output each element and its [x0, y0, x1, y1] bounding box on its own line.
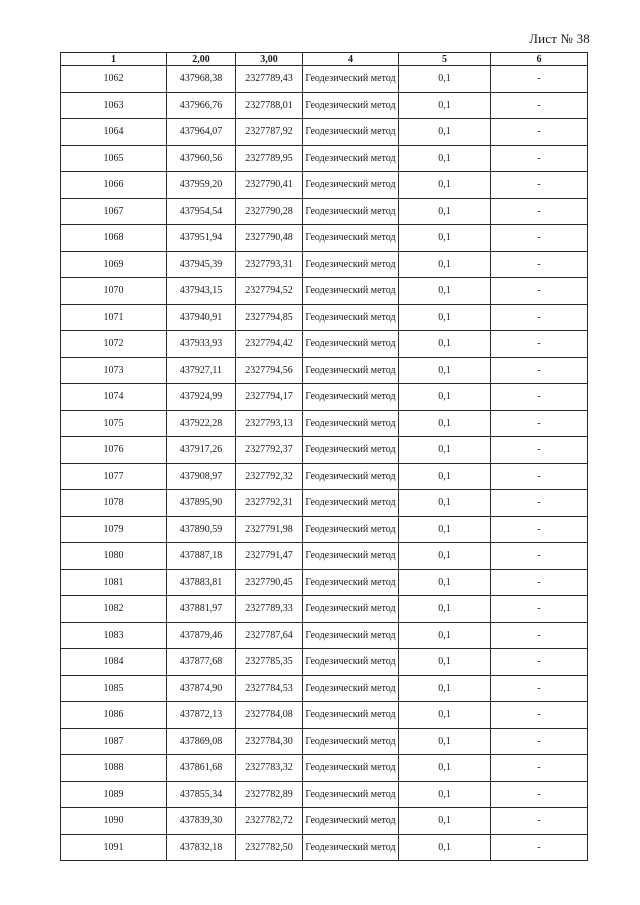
note-cell: -: [491, 437, 588, 464]
point-number-cell: 1069: [61, 251, 167, 278]
y-coordinate-cell: 2327787,92: [236, 119, 303, 146]
table-row: [61, 384, 588, 411]
note-cell: -: [491, 728, 588, 755]
y-coordinate-cell: 2327794,56: [236, 357, 303, 384]
note-cell: -: [491, 278, 588, 305]
accuracy-cell: 0,1: [399, 755, 491, 782]
method-cell: Геодезический метод: [303, 781, 399, 808]
accuracy-cell: 0,1: [399, 357, 491, 384]
x-coordinate-cell: 437959,20: [167, 172, 236, 199]
method-cell: Геодезический метод: [303, 172, 399, 199]
y-coordinate-cell: 2327782,89: [236, 781, 303, 808]
note-cell: -: [491, 569, 588, 596]
note-cell: -: [491, 357, 588, 384]
table-row: [61, 702, 588, 729]
y-coordinate-cell: 2327789,95: [236, 145, 303, 172]
accuracy-cell: 0,1: [399, 622, 491, 649]
method-cell: Геодезический метод: [303, 331, 399, 358]
accuracy-cell: 0,1: [399, 516, 491, 543]
point-number-cell: 1073: [61, 357, 167, 384]
point-number-cell: 1079: [61, 516, 167, 543]
accuracy-cell: 0,1: [399, 225, 491, 252]
method-cell: Геодезический метод: [303, 543, 399, 570]
note-cell: -: [491, 463, 588, 490]
table-row: [61, 198, 588, 225]
column-header: 2,00: [167, 53, 236, 66]
point-number-cell: 1068: [61, 225, 167, 252]
x-coordinate-cell: 437895,90: [167, 490, 236, 517]
coordinates-table: [60, 52, 588, 861]
note-cell: -: [491, 198, 588, 225]
accuracy-cell: 0,1: [399, 251, 491, 278]
x-coordinate-cell: 437908,97: [167, 463, 236, 490]
table-row: [61, 357, 588, 384]
y-coordinate-cell: 2327785,35: [236, 649, 303, 676]
table-row: [61, 463, 588, 490]
method-cell: Геодезический метод: [303, 755, 399, 782]
x-coordinate-cell: 437879,46: [167, 622, 236, 649]
method-cell: Геодезический метод: [303, 357, 399, 384]
accuracy-cell: 0,1: [399, 490, 491, 517]
accuracy-cell: 0,1: [399, 92, 491, 119]
y-coordinate-cell: 2327790,45: [236, 569, 303, 596]
method-cell: Геодезический метод: [303, 808, 399, 835]
table-row: [61, 490, 588, 517]
x-coordinate-cell: 437922,28: [167, 410, 236, 437]
method-cell: Геодезический метод: [303, 675, 399, 702]
accuracy-cell: 0,1: [399, 808, 491, 835]
x-coordinate-cell: 437861,68: [167, 755, 236, 782]
y-coordinate-cell: 2327790,48: [236, 225, 303, 252]
table-row: [61, 331, 588, 358]
method-cell: Геодезический метод: [303, 437, 399, 464]
method-cell: Геодезический метод: [303, 596, 399, 623]
accuracy-cell: 0,1: [399, 781, 491, 808]
table-row: [61, 119, 588, 146]
method-cell: Геодезический метод: [303, 119, 399, 146]
x-coordinate-cell: 437966,76: [167, 92, 236, 119]
point-number-cell: 1082: [61, 596, 167, 623]
accuracy-cell: 0,1: [399, 304, 491, 331]
x-coordinate-cell: 437945,39: [167, 251, 236, 278]
y-coordinate-cell: 2327792,32: [236, 463, 303, 490]
y-coordinate-cell: 2327784,30: [236, 728, 303, 755]
accuracy-cell: 0,1: [399, 702, 491, 729]
table-row: [61, 781, 588, 808]
y-coordinate-cell: 2327784,53: [236, 675, 303, 702]
x-coordinate-cell: 437927,11: [167, 357, 236, 384]
y-coordinate-cell: 2327791,98: [236, 516, 303, 543]
y-coordinate-cell: 2327788,01: [236, 92, 303, 119]
note-cell: -: [491, 808, 588, 835]
method-cell: Геодезический метод: [303, 225, 399, 252]
point-number-cell: 1088: [61, 755, 167, 782]
method-cell: Геодезический метод: [303, 569, 399, 596]
x-coordinate-cell: 437855,34: [167, 781, 236, 808]
x-coordinate-cell: 437960,56: [167, 145, 236, 172]
y-coordinate-cell: 2327790,41: [236, 172, 303, 199]
point-number-cell: 1085: [61, 675, 167, 702]
column-header: 4: [303, 53, 399, 66]
point-number-cell: 1076: [61, 437, 167, 464]
accuracy-cell: 0,1: [399, 66, 491, 93]
table-row: [61, 437, 588, 464]
note-cell: -: [491, 225, 588, 252]
accuracy-cell: 0,1: [399, 728, 491, 755]
note-cell: -: [491, 622, 588, 649]
note-cell: -: [491, 331, 588, 358]
y-coordinate-cell: 2327794,17: [236, 384, 303, 411]
y-coordinate-cell: 2327782,50: [236, 834, 303, 861]
method-cell: Геодезический метод: [303, 516, 399, 543]
accuracy-cell: 0,1: [399, 834, 491, 861]
x-coordinate-cell: 437917,26: [167, 437, 236, 464]
method-cell: Геодезический метод: [303, 490, 399, 517]
point-number-cell: 1066: [61, 172, 167, 199]
x-coordinate-cell: 437883,81: [167, 569, 236, 596]
table-row: [61, 516, 588, 543]
y-coordinate-cell: 2327789,43: [236, 66, 303, 93]
point-number-cell: 1067: [61, 198, 167, 225]
y-coordinate-cell: 2327787,64: [236, 622, 303, 649]
table-row: [61, 66, 588, 93]
y-coordinate-cell: 2327789,33: [236, 596, 303, 623]
point-number-cell: 1064: [61, 119, 167, 146]
method-cell: Геодезический метод: [303, 410, 399, 437]
x-coordinate-cell: 437943,15: [167, 278, 236, 305]
accuracy-cell: 0,1: [399, 569, 491, 596]
accuracy-cell: 0,1: [399, 649, 491, 676]
table-row: [61, 808, 588, 835]
y-coordinate-cell: 2327794,52: [236, 278, 303, 305]
note-cell: -: [491, 490, 588, 517]
table-row: [61, 145, 588, 172]
point-number-cell: 1081: [61, 569, 167, 596]
note-cell: -: [491, 755, 588, 782]
y-coordinate-cell: 2327790,28: [236, 198, 303, 225]
table-row: [61, 569, 588, 596]
table-header-row: [61, 53, 588, 66]
point-number-cell: 1075: [61, 410, 167, 437]
point-number-cell: 1087: [61, 728, 167, 755]
accuracy-cell: 0,1: [399, 119, 491, 146]
x-coordinate-cell: 437924,99: [167, 384, 236, 411]
method-cell: Геодезический метод: [303, 622, 399, 649]
point-number-cell: 1071: [61, 304, 167, 331]
note-cell: -: [491, 410, 588, 437]
x-coordinate-cell: 437933,93: [167, 331, 236, 358]
note-cell: -: [491, 516, 588, 543]
point-number-cell: 1078: [61, 490, 167, 517]
method-cell: Геодезический метод: [303, 198, 399, 225]
point-number-cell: 1084: [61, 649, 167, 676]
point-number-cell: 1065: [61, 145, 167, 172]
accuracy-cell: 0,1: [399, 410, 491, 437]
method-cell: Геодезический метод: [303, 145, 399, 172]
table-row: [61, 755, 588, 782]
x-coordinate-cell: 437839,30: [167, 808, 236, 835]
table-row: [61, 304, 588, 331]
accuracy-cell: 0,1: [399, 278, 491, 305]
column-header: 1: [61, 53, 167, 66]
y-coordinate-cell: 2327794,85: [236, 304, 303, 331]
method-cell: Геодезический метод: [303, 66, 399, 93]
point-number-cell: 1083: [61, 622, 167, 649]
table-row: [61, 225, 588, 252]
accuracy-cell: 0,1: [399, 675, 491, 702]
point-number-cell: 1091: [61, 834, 167, 861]
method-cell: Геодезический метод: [303, 384, 399, 411]
x-coordinate-cell: 437832,18: [167, 834, 236, 861]
y-coordinate-cell: 2327782,72: [236, 808, 303, 835]
column-header: 3,00: [236, 53, 303, 66]
x-coordinate-cell: 437869,08: [167, 728, 236, 755]
method-cell: Геодезический метод: [303, 649, 399, 676]
method-cell: Геодезический метод: [303, 702, 399, 729]
coordinates-table-container: [60, 52, 587, 861]
point-number-cell: 1074: [61, 384, 167, 411]
point-number-cell: 1080: [61, 543, 167, 570]
note-cell: -: [491, 66, 588, 93]
table-row: [61, 543, 588, 570]
y-coordinate-cell: 2327792,31: [236, 490, 303, 517]
note-cell: -: [491, 304, 588, 331]
accuracy-cell: 0,1: [399, 145, 491, 172]
y-coordinate-cell: 2327784,08: [236, 702, 303, 729]
table-row: [61, 92, 588, 119]
point-number-cell: 1086: [61, 702, 167, 729]
note-cell: -: [491, 145, 588, 172]
y-coordinate-cell: 2327793,13: [236, 410, 303, 437]
x-coordinate-cell: 437964,07: [167, 119, 236, 146]
point-number-cell: 1089: [61, 781, 167, 808]
y-coordinate-cell: 2327792,37: [236, 437, 303, 464]
accuracy-cell: 0,1: [399, 596, 491, 623]
note-cell: -: [491, 92, 588, 119]
method-cell: Геодезический метод: [303, 304, 399, 331]
table-row: [61, 622, 588, 649]
method-cell: Геодезический метод: [303, 834, 399, 861]
method-cell: Геодезический метод: [303, 278, 399, 305]
table-row: [61, 596, 588, 623]
table-body: [61, 66, 588, 861]
method-cell: Геодезический метод: [303, 92, 399, 119]
sheet-number: Лист № 38: [529, 31, 590, 46]
accuracy-cell: 0,1: [399, 198, 491, 225]
note-cell: -: [491, 172, 588, 199]
table-row: [61, 728, 588, 755]
table-row: [61, 675, 588, 702]
table-row: [61, 251, 588, 278]
x-coordinate-cell: 437874,90: [167, 675, 236, 702]
table-row: [61, 834, 588, 861]
y-coordinate-cell: 2327791,47: [236, 543, 303, 570]
point-number-cell: 1072: [61, 331, 167, 358]
x-coordinate-cell: 437881,97: [167, 596, 236, 623]
accuracy-cell: 0,1: [399, 543, 491, 570]
x-coordinate-cell: 437887,18: [167, 543, 236, 570]
y-coordinate-cell: 2327793,31: [236, 251, 303, 278]
note-cell: -: [491, 781, 588, 808]
column-header: 6: [491, 53, 588, 66]
note-cell: -: [491, 649, 588, 676]
note-cell: -: [491, 543, 588, 570]
note-cell: -: [491, 834, 588, 861]
note-cell: -: [491, 702, 588, 729]
accuracy-cell: 0,1: [399, 437, 491, 464]
x-coordinate-cell: 437940,91: [167, 304, 236, 331]
x-coordinate-cell: 437877,68: [167, 649, 236, 676]
point-number-cell: 1062: [61, 66, 167, 93]
accuracy-cell: 0,1: [399, 331, 491, 358]
x-coordinate-cell: 437954,54: [167, 198, 236, 225]
table-row: [61, 172, 588, 199]
note-cell: -: [491, 675, 588, 702]
method-cell: Геодезический метод: [303, 463, 399, 490]
table-row: [61, 649, 588, 676]
y-coordinate-cell: 2327783,32: [236, 755, 303, 782]
point-number-cell: 1077: [61, 463, 167, 490]
accuracy-cell: 0,1: [399, 172, 491, 199]
note-cell: -: [491, 384, 588, 411]
x-coordinate-cell: 437951,94: [167, 225, 236, 252]
column-header: 5: [399, 53, 491, 66]
point-number-cell: 1063: [61, 92, 167, 119]
x-coordinate-cell: 437890,59: [167, 516, 236, 543]
note-cell: -: [491, 119, 588, 146]
table-row: [61, 278, 588, 305]
x-coordinate-cell: 437968,38: [167, 66, 236, 93]
point-number-cell: 1090: [61, 808, 167, 835]
point-number-cell: 1070: [61, 278, 167, 305]
accuracy-cell: 0,1: [399, 384, 491, 411]
method-cell: Геодезический метод: [303, 251, 399, 278]
method-cell: Геодезический метод: [303, 728, 399, 755]
table-row: [61, 410, 588, 437]
note-cell: -: [491, 596, 588, 623]
x-coordinate-cell: 437872,13: [167, 702, 236, 729]
accuracy-cell: 0,1: [399, 463, 491, 490]
y-coordinate-cell: 2327794,42: [236, 331, 303, 358]
note-cell: -: [491, 251, 588, 278]
